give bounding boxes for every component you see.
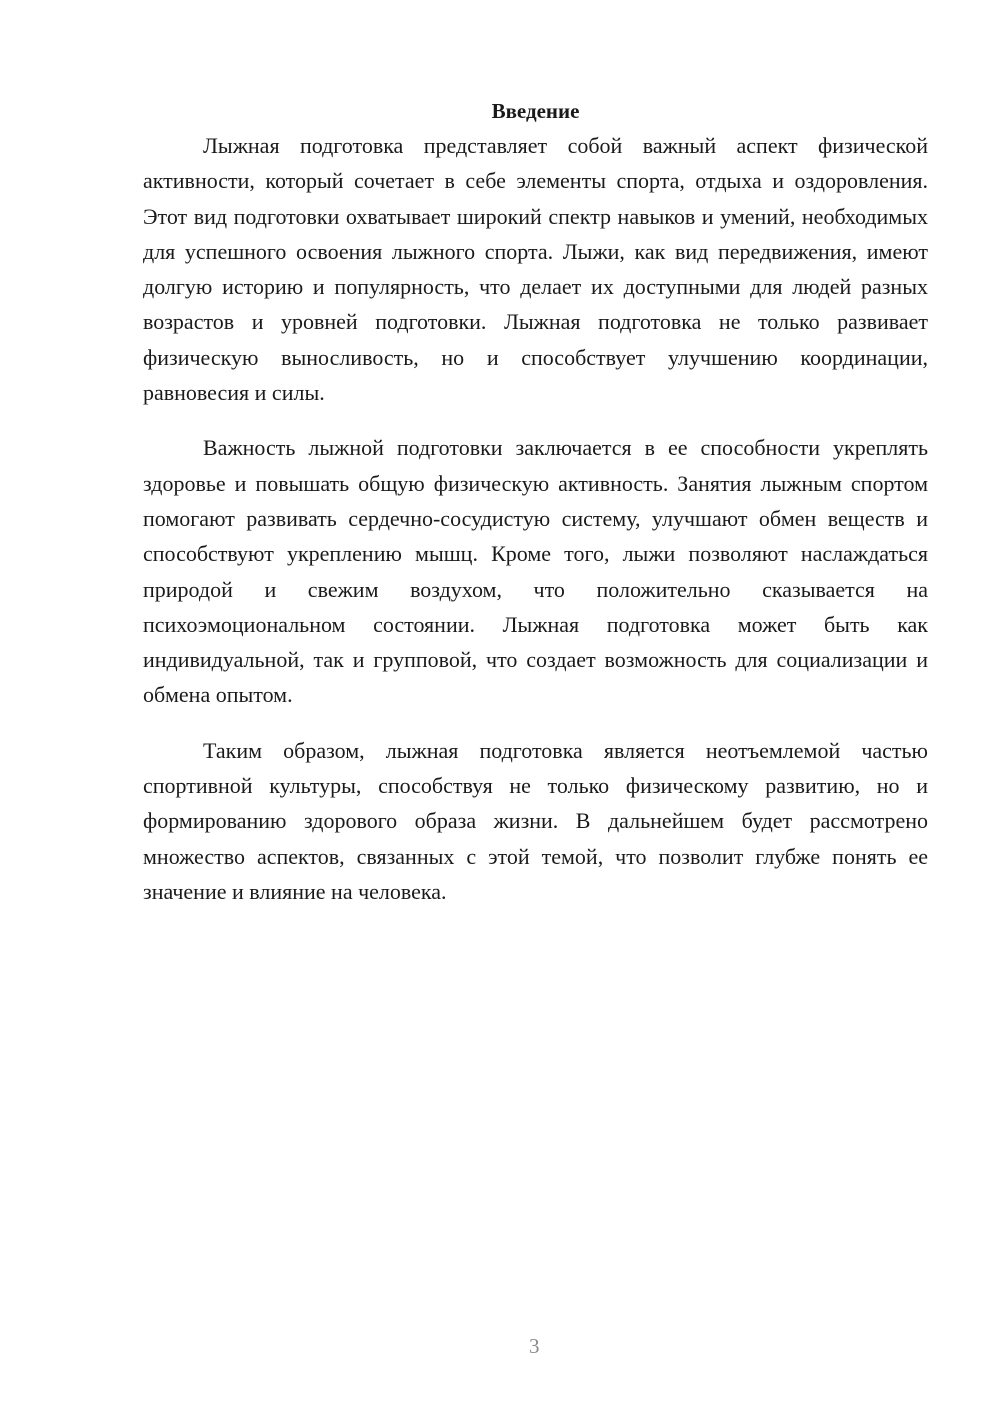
page-content <box>143 96 928 929</box>
paragraph-3: Таким образом, лыжная подготовка является неотъемлемой частью спортивной культуры, способствуя не только физическому развитию, но и формированию здорового образа жизни. В дальнейшем будет рассмотрено множество аспектов, связанных с этой темой, что позволит глубже понять ее значение и влияние на человека. <box>143 737 928 904</box>
paragraph-1: Лыжная подготовка представляет собой важный аспект физической активности, который сочетает в себе элементы спорта, отдыха и оздоровления. Этот вид подготовки охватывает широкий спектр навыков и умений, необходимых для успешного освоения лыжного спорта. Лыжи, как вид передвижения, имеют долгую историю и популярность, что делает их доступными для людей разных возрастов и уровней подготовки. Лыжная подготовка не только развивает физическую выносливость, но и способствует улучшению координации, равновесия и силы. <box>143 133 928 406</box>
paragraph-2: Важность лыжной подготовки заключается в ее способности укреплять здоровье и повышать общую физическую активность. Занятия лыжным спортом помогают развивать сердечно-сосудистую систему, улучшают обмен веществ и способствуют укреплению мышц. Кроме того, лыжи позволяют наслаждаться природой и свежим воздухом, что положительно сказывается на психоэмоциональном состоянии. Лыжная подготовка может быть как индивидуальной, так и групповой, что создает возможность для социализации и обмена опытом. <box>143 435 928 708</box>
section-heading: Введение <box>491 99 580 123</box>
page-number: 3 <box>529 1334 540 1358</box>
